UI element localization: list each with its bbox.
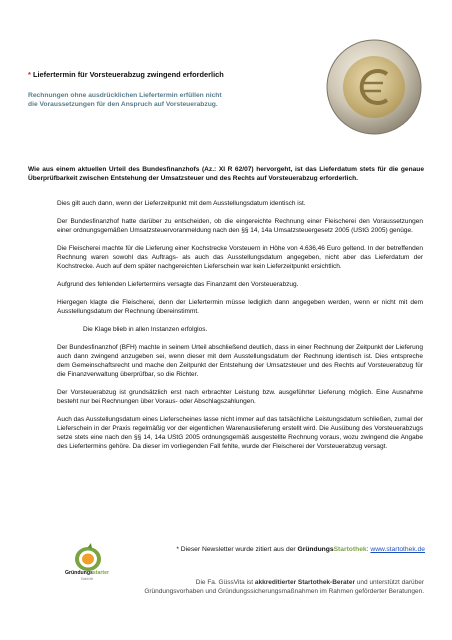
headline — [28, 70, 328, 80]
body-paragraph-6: Die Klage blieb in allen Instanzen erfolglos. — [83, 326, 208, 333]
body-paragraph-1: Dies gilt auch dann, wenn der Lieferzeitpunkt mit dem Ausstellungsdatum identisch ist. — [57, 200, 306, 207]
startothek-link[interactable]: www.startothek.de — [370, 546, 425, 553]
header-block — [28, 70, 328, 109]
footnote-prefix: * Dieser Newsletter wurde zitiert aus der — [176, 546, 298, 553]
body-paragraph-3: Die Fleischerei machte für die Lieferung einer Kochstrecke Vorsteuern in Höhe von 4.636,46 Euro geltend. In der betreffenden Rechnung waren sowohl das Auftrags- als auch das Ausstellungsdatum angegeben, nicht aber das Lieferdatum der Kochstrecke. Auch auf dem später nachgereichten Lieferschein war kein Lieferzeitpunkt ersichtlich. — [57, 245, 423, 270]
footer-note — [120, 578, 424, 596]
body-paragraph-7: Der Bundesfinanzhof (BFH) machte in seinem Urteil abschließend deutlich, dass in einer Rechnung der Zeitpunkt der Lieferung auch dann zwingend anzugeben sei, wenn dieser mit dem Ausstellungsdatum der Rechnung identisch ist. Dies entspreche dem Gemeinschaftsrecht und mache den Zeitpunkt der Entstehung der Umsatzsteuer und des Rechts auf Vorsteuerabzug für die Finanzverwaltung überprüfbar, so die Richter. — [57, 344, 423, 378]
logo-text — [56, 570, 118, 582]
logo-word-2: starter — [92, 570, 110, 576]
footer-accreditation: akkreditierter Startothek-Berater — [254, 579, 355, 586]
gruendungsstarter-logo-icon — [64, 543, 112, 573]
article-body — [57, 199, 423, 460]
euro-coin-image — [325, 38, 423, 136]
subheadline — [28, 91, 328, 109]
body-paragraph-9: Auch das Ausstellungsdatum eines Lieferscheines lasse nicht immer auf das tatsächliche Leistungsdatum schließen, zumal der Lieferschein in der Praxis regelmäßig vor der eigentlichen Warenauslieferung erstellt wird. Die Ausübung des Vorsteuerabzugs setze stets eine nach den §§ 14, 14a UStG 2005 ordnungsgemäß ausgestellte Rechnung voraus, wozu zwingend die Angabe des Liefertermins gehöre. Da dieser im vorliegenden Fall fehlte, wurde der Fleischerei der Vorsteuerabzug versagt. — [57, 416, 423, 450]
footer-prefix: Die Fa. GüssVita ist — [195, 579, 255, 586]
logo-word-1: Gründungs — [64, 570, 93, 576]
headline-star: * — [28, 70, 31, 79]
headline-text: Liefertermin für Vorsteuerabzug zwingend erforderlich — [32, 70, 224, 79]
footer-line-2: Gründungsvorhaben und Gründungssicherungsmaßnahmen im Rahmen geförderter Beratungen. — [144, 588, 424, 595]
body-paragraph-4: Aufgrund des fehlenden Liefertermins versagte das Finanzamt den Vorsteuerabzug. — [57, 281, 299, 288]
subheadline-line-2: die Voraussetzungen für den Anspruch auf Vorsteuerabzug. — [28, 101, 218, 108]
citation-footnote — [115, 545, 425, 554]
lead-paragraph: Wie aus einem aktuellen Urteil des Bundesfinanzhofs (Az.: XI R 62/07) hervorgeht, ist das Lieferdatum stets für die genaue Überprüfbarkeit zwischen Entstehung der Umsatzsteuer und des Rechts auf Vorsteuerabzug erforderlich. — [28, 166, 424, 182]
subheadline-line-1: Rechnungen ohne ausdrücklichen Liefertermin erfüllen nicht — [28, 92, 222, 99]
footnote-brand-part-2: Startothek — [333, 546, 367, 553]
footnote-brand-part-1: Gründungs — [297, 546, 334, 553]
footer-suffix: und unterstützt darüber — [354, 579, 424, 586]
body-paragraph-5: Hiergegen klagte die Fleischerei, denn der Liefertermin müsse lediglich dann angegeben werden, wenn er nicht mit dem Ausstellungsdatum der Rechnung übereinstimmt. — [57, 299, 423, 315]
body-paragraph-2: Der Bundesfinanzhof hatte darüber zu entscheiden, ob die eingereichte Rechnung einer Fleischerei den Voraussetzungen einer ordnungsgemäßen Umsatzsteuervoranmeldung nach den §§ 14, 14a Umsatzsteuergesetz 2005 (UStG 2005) genüge. — [57, 218, 423, 234]
logo-subtext: Starthilfe — [80, 577, 94, 581]
body-paragraph-8: Der Vorsteuerabzug ist grundsätzlich erst nach erbrachter Leistung bzw. ausgeführter Lieferung möglich. Eine Ausnahme besteht nur bei Rechnungen über Voraus- oder Abschlagszahlungen. — [57, 389, 423, 405]
footnote-colon: : — [366, 546, 371, 553]
